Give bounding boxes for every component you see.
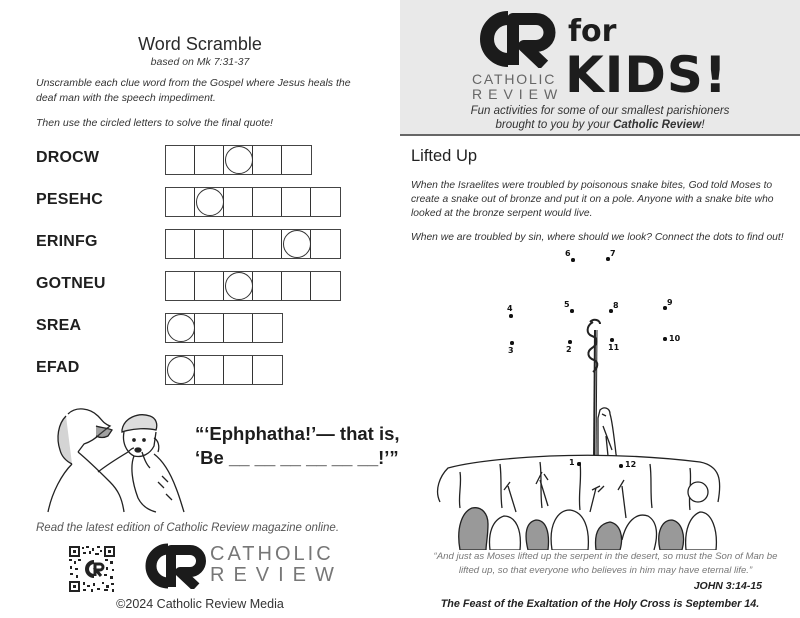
- scrambled-word: SREA: [36, 317, 82, 334]
- letter-box[interactable]: [224, 230, 253, 258]
- letter-box[interactable]: [166, 188, 195, 216]
- dot-point[interactable]: [571, 258, 575, 262]
- letter-box[interactable]: [224, 314, 253, 342]
- header-tagline: [400, 104, 800, 132]
- letter-box[interactable]: [253, 188, 282, 216]
- answer-boxes: [165, 313, 283, 343]
- quote-answer-blanks: __ __ __ __ __ __: [228, 447, 379, 468]
- letter-box[interactable]: [282, 272, 311, 300]
- dot-number: 11: [608, 343, 620, 352]
- header-for-text: for: [568, 14, 617, 49]
- answer-boxes: [165, 229, 341, 259]
- lifted-up-panel: [400, 0, 800, 618]
- header-logo-wordmark: [472, 72, 563, 102]
- catholic-review-logo[interactable]: [140, 543, 343, 591]
- letter-box[interactable]: [311, 230, 340, 258]
- lifted-up-title: Lifted Up: [411, 147, 478, 165]
- clue-row: [0, 313, 400, 342]
- read-online-text: Read the latest edition of Catholic Review magazine online.: [36, 522, 340, 534]
- quote-line-2: [195, 446, 400, 470]
- letter-box[interactable]: [282, 146, 311, 174]
- dot-number: 5: [564, 300, 570, 309]
- letter-box[interactable]: [282, 188, 311, 216]
- dot-point[interactable]: [663, 337, 667, 341]
- tagline-line-2: [400, 118, 800, 132]
- clue-row: [0, 229, 400, 258]
- letter-box[interactable]: [195, 272, 224, 300]
- logo-line-review: REVIEW: [210, 564, 343, 586]
- final-quote: [195, 422, 400, 470]
- header-logo[interactable]: [472, 10, 562, 100]
- letter-box[interactable]: [195, 230, 224, 258]
- clue-row: [0, 355, 400, 384]
- dot-point[interactable]: [510, 341, 514, 345]
- cr-logo-icon: [140, 543, 208, 589]
- letter-box[interactable]: [253, 146, 282, 174]
- tagline-brand: Catholic Review: [613, 119, 702, 131]
- moses-bronze-serpent-illustration: [400, 240, 800, 550]
- scrambled-word: PESEHC: [36, 191, 103, 208]
- header-kids-text: KIDS!: [565, 46, 728, 104]
- circled-letter-box[interactable]: [166, 314, 195, 342]
- answer-boxes: [165, 145, 312, 175]
- dot-point[interactable]: [619, 464, 623, 468]
- letter-box[interactable]: [253, 272, 282, 300]
- word-scramble-instructions: Unscramble each clue word from the Gospel where Jesus heals the deaf man with the speech impediment.: [36, 77, 351, 104]
- letter-box[interactable]: [311, 188, 340, 216]
- letter-box[interactable]: [253, 230, 282, 258]
- lifted-up-instructions: When we are troubled by sin, where should we look? Connect the dots to find out!: [411, 232, 784, 243]
- cr-logo-icon: [472, 10, 560, 68]
- clue-row: [0, 271, 400, 300]
- bible-quote: “And just as Moses lifted up the serpent in the desert, so must the Son of Man be lifted up, so that everyone who believes in him may have eternal life.”: [433, 551, 778, 576]
- clue-row: [0, 187, 400, 216]
- letter-box[interactable]: [253, 314, 282, 342]
- bible-reference: JOHN 3:14-15: [693, 580, 762, 592]
- cr-for-kids-header: [400, 0, 800, 136]
- letter-box[interactable]: [195, 314, 224, 342]
- answer-boxes: [165, 355, 283, 385]
- letter-box[interactable]: [166, 230, 195, 258]
- feast-note: The Feast of the Exaltation of the Holy Cross is September 14.: [440, 598, 760, 610]
- dot-point[interactable]: [610, 338, 614, 342]
- dot-number: 10: [669, 334, 681, 343]
- word-scramble-title: Word Scramble: [138, 34, 262, 54]
- copyright-text: ©2024 Catholic Review Media: [116, 597, 284, 611]
- scrambled-word: ERINFG: [36, 233, 98, 250]
- dot-point[interactable]: [568, 340, 572, 344]
- logo-wordmark: [210, 544, 343, 586]
- dot-number: 8: [613, 301, 619, 310]
- dot-point[interactable]: [509, 314, 513, 318]
- letter-box[interactable]: [166, 146, 195, 174]
- dot-point[interactable]: [606, 257, 610, 261]
- dot-number: 3: [508, 346, 514, 355]
- circled-letter-box[interactable]: [282, 230, 311, 258]
- letter-box[interactable]: [195, 356, 224, 384]
- dot-point[interactable]: [577, 462, 581, 466]
- answer-boxes: [165, 271, 341, 301]
- dot-number: 2: [566, 345, 572, 354]
- header-logo-review: REVIEW: [472, 86, 564, 102]
- tagline-suffix: !: [701, 119, 705, 131]
- quote-line-1: “‘Ephphatha!’— that is,: [195, 423, 400, 444]
- circled-letter-box[interactable]: [166, 356, 195, 384]
- letter-box[interactable]: [195, 146, 224, 174]
- jesus-healing-illustration: [38, 402, 188, 514]
- dot-number: 4: [507, 304, 513, 313]
- lifted-up-body: When the Israelites were troubled by poisonous snake bites, God told Moses to create a snake out of bronze and put it on a pole. Anyone with a snake bite who looked at the bronze serpent would live.: [411, 180, 774, 220]
- dot-point[interactable]: [663, 306, 667, 310]
- dot-number: 7: [610, 249, 616, 258]
- letter-box[interactable]: [224, 356, 253, 384]
- header-logo-catholic: CATHOLIC: [472, 71, 557, 87]
- letter-box[interactable]: [311, 272, 340, 300]
- connect-the-dots: [400, 240, 800, 550]
- letter-box[interactable]: [224, 188, 253, 216]
- tagline-line-1: Fun activities for some of our smallest parishioners: [470, 105, 730, 117]
- qr-code-icon[interactable]: [68, 545, 116, 593]
- dot-number: 6: [565, 249, 571, 258]
- dot-number: 12: [625, 460, 637, 469]
- logo-line-catholic: CATHOLIC: [210, 543, 334, 565]
- dot-point[interactable]: [570, 309, 574, 313]
- letter-box[interactable]: [166, 272, 195, 300]
- clue-row: [0, 145, 400, 174]
- dot-number: 9: [667, 298, 673, 307]
- quote-prefix: ‘Be: [195, 447, 229, 468]
- dot-number: 1: [569, 458, 575, 467]
- dot-point[interactable]: [609, 309, 613, 313]
- circled-letter-box[interactable]: [195, 188, 224, 216]
- circled-letter-box[interactable]: [224, 272, 253, 300]
- scrambled-word: DROCW: [36, 149, 100, 166]
- scrambled-word: EFAD: [36, 359, 80, 376]
- answer-boxes: [165, 187, 341, 217]
- scrambled-word: GOTNEU: [36, 275, 106, 292]
- word-scramble-instructions-2: Then use the circled letters to solve the final quote!: [36, 117, 273, 129]
- circled-letter-box[interactable]: [224, 146, 253, 174]
- quote-suffix: !’”: [378, 447, 399, 468]
- tagline-prefix: brought to you by your: [495, 119, 614, 131]
- word-scramble-subtitle: based on Mk 7:31-37: [150, 56, 250, 68]
- letter-box[interactable]: [253, 356, 282, 384]
